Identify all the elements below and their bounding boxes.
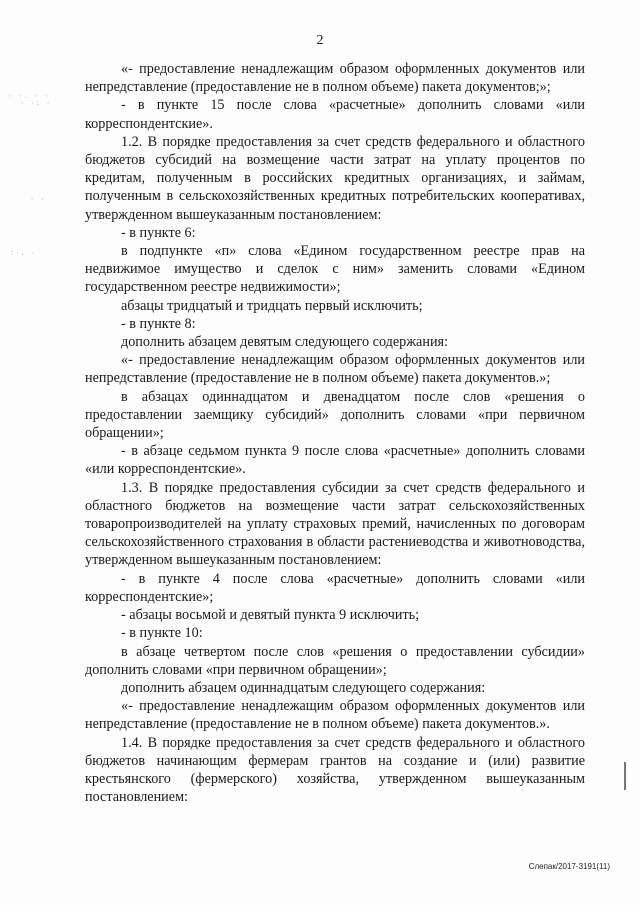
document-code: Слепак/2017-3191(11) <box>528 862 610 871</box>
paragraph: - в абзаце седьмом пункта 9 после слова «расчетные» дополнить словами «или корреспондентские». <box>85 443 585 478</box>
paragraph: - в пункте 10: <box>121 625 203 642</box>
paragraph: в подпункте «п» слова «Едином государственном реестре прав на недвижимое имущество и сделок с ним» заменить словами «Едином государственном реестре недвижимости»; <box>85 243 585 296</box>
margin-mark <box>624 762 626 790</box>
paragraph: дополнить абзацем одиннадцатым следующего содержания: <box>121 679 486 696</box>
page-number: 2 <box>316 33 324 48</box>
scan-noise: :·. · <box>10 250 37 258</box>
scan-noise: · ·: · <box>20 100 52 108</box>
scan-noise: · · <box>30 196 46 204</box>
paragraph: - абзацы восьмой и девятый пункта 9 исключить; <box>121 607 420 624</box>
paragraph: в абзаце четвертом после слов «решения о предоставлении субсидии» дополнить словами «при первичном обращении»; <box>85 643 585 678</box>
paragraph: «- предоставление ненадлежащим образом оформленных документов или непредставление (предоставление не в полном объеме) пакета документов.»; <box>85 352 585 387</box>
paragraph: абзацы тридцатый и тридцать первый исключить; <box>121 297 423 314</box>
scan-noise: · ·. · · <box>8 93 50 101</box>
paragraph: - в пункте 15 после слова «расчетные» дополнить словами «или корреспондентские». <box>85 97 585 132</box>
paragraph: - в пункте 8: <box>121 315 196 332</box>
paragraph: в абзацах одиннадцатом и двенадцатом после слов «решения о предоставлении заемщику субсидий» дополнить словами «при первичном обращении»; <box>85 388 585 442</box>
paragraph: 1.4. В порядке предоставления за счет средств федерального и областного бюджетов начинающим фермерам грантов на создание и (или) развитие крестьянского (фермерского) хозяйства, утвержденном вышеуказанным постановлением: <box>85 734 585 806</box>
paragraph: «- предоставление ненадлежащим образом оформленных документов или непредставление (предоставление не в полном объеме) пакета документов;»; <box>85 61 585 96</box>
paragraph: «- предоставление ненадлежащим образом оформленных документов или непредставление (предоставление не в полном объеме) пакета документов.». <box>85 698 585 733</box>
paragraph: дополнить абзацем девятым следующего содержания: <box>121 334 449 351</box>
paragraph: - в пункте 4 после слова «расчетные» дополнить словами «или корреспондентские»; <box>85 570 585 605</box>
paragraph: 1.2. В порядке предоставления за счет средств федерального и областного бюджетов субсидий на возмещение части затрат на уплату процентов по кредитам, полученным в российских кредитных организациях, и займам, полученным в сельскохозяйственных кредитных потребительских кооперативах, утвержденном вышеуказанным постановлением: <box>85 133 585 223</box>
paragraph: 1.3. В порядке предоставления субсидии за счет средств федерального и областного бюджетов на возмещение части затрат сельскохозяйственных товаропроизводителей на уплату страховых премий, начисленных по договорам сельскохозяйственного страхования в области растениеводства и животноводства, утвержденном вышеуказанным постановлением: <box>85 479 585 569</box>
document-body <box>85 60 585 806</box>
paragraph: - в пункте 6: <box>121 224 196 241</box>
